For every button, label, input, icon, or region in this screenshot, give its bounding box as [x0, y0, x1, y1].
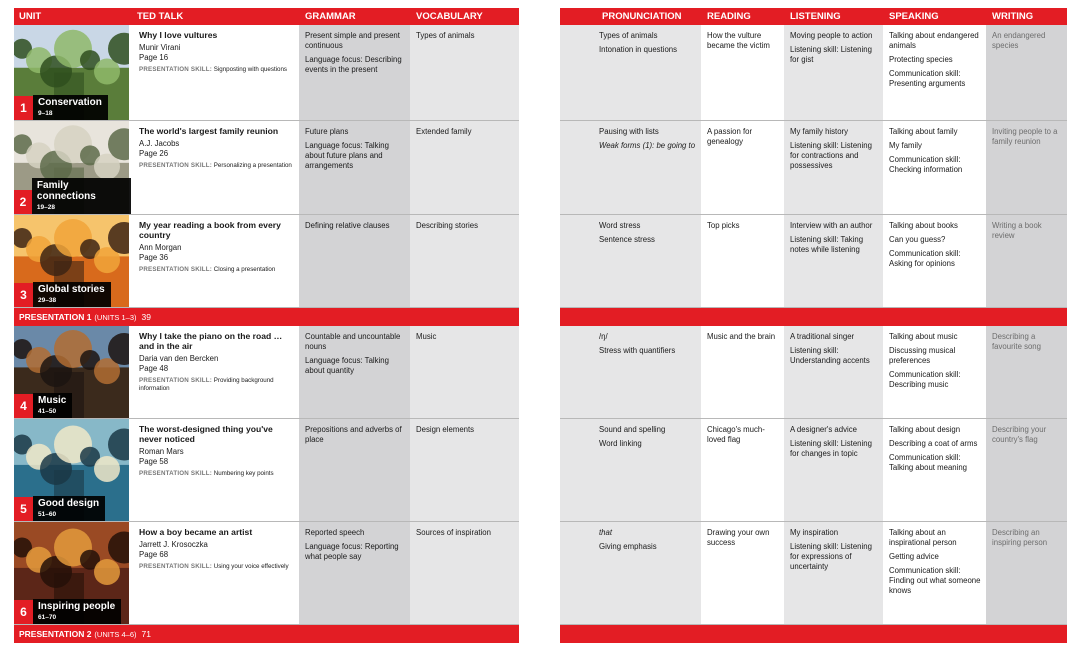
- header-grammar: GRAMMAR: [305, 11, 356, 22]
- right-page: [560, 8, 1067, 643]
- unit-title: Good design: [38, 497, 100, 509]
- listening-cell: [784, 419, 883, 521]
- grammar-item: Language focus: Talking about quantity: [305, 355, 389, 375]
- writing-cell: [986, 522, 1067, 624]
- talk-title: How a boy became an artist: [139, 527, 253, 537]
- writing-item: An endangered species: [992, 31, 1046, 50]
- talk-page: Page 36: [139, 252, 169, 262]
- speaker-name: Roman Mars: [139, 446, 184, 456]
- header-vocabulary: VOCABULARY: [416, 11, 483, 22]
- header-speaking: SPEAKING: [889, 11, 939, 22]
- skill-text: Providing background information: [139, 376, 274, 392]
- unit-photo: [14, 419, 131, 521]
- unit-label: [14, 393, 72, 419]
- pronunciation-cell: [597, 522, 701, 624]
- unit-photo: [14, 25, 131, 120]
- reading-item: A passion for genealogy: [707, 127, 753, 146]
- skill-prefix: PRESENTATION SKILL:: [139, 376, 213, 384]
- unit-row-right: [560, 522, 1067, 625]
- unit-number: 6: [14, 600, 33, 624]
- ted-talk-cell: [133, 326, 299, 418]
- unit-label: [14, 178, 131, 214]
- vocabulary-cell: [410, 522, 519, 624]
- ted-talk-cell: [133, 215, 299, 307]
- spacer-cell: [560, 326, 597, 418]
- pronunciation-item: /ŋ/: [599, 332, 608, 341]
- speaker-name: A.J. Jacobs: [139, 138, 180, 148]
- unit-number: 3: [14, 283, 33, 307]
- reading-item: Music and the brain: [707, 332, 776, 341]
- pronunciation-item: that: [599, 528, 613, 537]
- reading-item: Drawing your own success: [707, 528, 770, 547]
- talk-page: Page 16: [139, 52, 169, 62]
- pronunciation-item: Giving emphasis: [599, 541, 657, 551]
- unit-photo: [14, 326, 131, 418]
- grammar-item: Future plans: [305, 127, 349, 136]
- grammar-item: Present simple and present continuous: [305, 31, 400, 50]
- skill-text: Using your voice effectively: [213, 562, 289, 570]
- skill-prefix: PRESENTATION SKILL:: [139, 65, 213, 73]
- presentation-page: 39: [141, 312, 151, 322]
- vocabulary-cell: [410, 121, 519, 214]
- speaking-cell: [883, 522, 986, 624]
- speaking-cell: [883, 121, 986, 214]
- header-ted-talk: TED TALK: [137, 11, 184, 22]
- unit-row-left: [14, 419, 519, 522]
- grammar-item: Language focus: Describing events in the present: [305, 54, 402, 74]
- grammar-cell: [299, 121, 410, 214]
- unit-title: Conservation: [38, 96, 102, 108]
- left-page: [14, 8, 519, 643]
- skill-text: Closing a presentation: [213, 265, 276, 273]
- unit-title: Family connections: [36, 180, 96, 202]
- skill-prefix: PRESENTATION SKILL:: [139, 469, 213, 477]
- speaking-item: My family: [889, 140, 922, 150]
- unit-photo: [14, 121, 131, 214]
- spacer-cell: [560, 25, 597, 120]
- header-unit: UNIT: [19, 11, 42, 22]
- speaking-cell: [883, 326, 986, 418]
- ted-talk-cell: [133, 121, 299, 214]
- unit-title-box: [33, 496, 105, 522]
- unit-label: [14, 95, 108, 121]
- spacer-cell: [560, 215, 597, 307]
- unit-number: 4: [14, 394, 33, 418]
- writing-item: Writing a book review: [992, 221, 1042, 240]
- listening-item: Listening skill: Listening for changes in topic: [790, 438, 872, 458]
- presentation-page: 71: [141, 629, 151, 639]
- pronunciation-item: Pausing with lists: [599, 127, 659, 136]
- presentation-bar-right: [560, 308, 1067, 326]
- speaking-cell: [883, 215, 986, 307]
- listening-cell: [784, 522, 883, 624]
- reading-cell: [701, 419, 784, 521]
- talk-title: Why I love vultures: [139, 30, 218, 40]
- writing-cell: [986, 419, 1067, 521]
- speaking-item: Protecting species: [889, 54, 953, 64]
- left-table-body: [14, 25, 519, 643]
- vocabulary-item: Extended family: [416, 127, 472, 136]
- talk-title: Why I take the piano on the road … and in the air: [139, 331, 283, 351]
- skill-text: Numbering key points: [213, 469, 274, 477]
- listening-item: Moving people to action: [790, 31, 873, 40]
- unit-row-right: [560, 25, 1067, 121]
- unit-photo: [14, 522, 131, 624]
- speaking-item: Discussing musical preferences: [889, 345, 956, 365]
- unit-row-left: [14, 25, 519, 121]
- presentation-bar: [14, 625, 519, 643]
- presentation-label: PRESENTATION 1: [19, 312, 92, 322]
- ted-talk-cell: [133, 522, 299, 624]
- unit-row-left: [14, 215, 519, 308]
- listening-cell: [784, 25, 883, 120]
- pronunciation-cell: [597, 419, 701, 521]
- presentation-bar: [14, 308, 519, 326]
- speaking-cell: [883, 25, 986, 120]
- unit-title: Inspiring people: [38, 600, 116, 612]
- speaking-item: Getting advice: [889, 551, 939, 561]
- listening-item: Listening skill: Listening for contractions and possessives: [790, 140, 872, 170]
- grammar-item: Prepositions and adverbs of place: [305, 425, 402, 444]
- talk-page: Page 26: [139, 148, 169, 158]
- grammar-item: Defining relative clauses: [305, 221, 390, 230]
- unit-pages: 9–18: [38, 110, 53, 117]
- reading-cell: [701, 522, 784, 624]
- vocabulary-cell: [410, 326, 519, 418]
- unit-number: 1: [14, 96, 33, 120]
- listening-cell: [784, 215, 883, 307]
- header-reading: READING: [707, 11, 751, 22]
- unit-row-right: [560, 121, 1067, 215]
- skill-prefix: PRESENTATION SKILL:: [139, 265, 213, 273]
- talk-page: Page 48: [139, 363, 169, 373]
- presentation-skill: [139, 66, 294, 74]
- right-table-body: [560, 25, 1067, 643]
- speaker-name: Ann Morgan: [139, 242, 182, 252]
- grammar-item: Language focus: Talking about future plans and arrangements: [305, 140, 389, 170]
- vocabulary-item: Describing stories: [416, 221, 478, 230]
- reading-cell: [701, 121, 784, 214]
- speaker-name: Munir Virani: [139, 42, 181, 52]
- grammar-item: Reported speech: [305, 528, 365, 537]
- unit-row-left: [14, 121, 519, 215]
- vocabulary-item: Types of animals: [416, 31, 475, 40]
- vocabulary-item: Music: [416, 332, 437, 341]
- grammar-item: Countable and uncountable nouns: [305, 332, 401, 351]
- reading-item: How the vulture became the victim: [707, 31, 770, 50]
- reading-cell: [701, 215, 784, 307]
- speaking-item: Talking about music: [889, 332, 958, 341]
- listening-item: My family history: [790, 127, 849, 136]
- talk-title: The worst-designed thing you've never noticed: [139, 424, 273, 444]
- unit-title: Music: [38, 394, 67, 406]
- unit-row-right: [560, 419, 1067, 522]
- writing-item: Describing your country's flag: [992, 425, 1047, 444]
- reading-cell: [701, 326, 784, 418]
- grammar-cell: [299, 326, 410, 418]
- vocabulary-cell: [410, 419, 519, 521]
- unit-label: [14, 599, 121, 625]
- unit-pages: 29–38: [38, 297, 57, 304]
- pronunciation-cell: [597, 25, 701, 120]
- unit-number: 5: [14, 497, 33, 521]
- spacer-cell: [560, 419, 597, 521]
- skill-prefix: PRESENTATION SKILL:: [139, 562, 213, 570]
- spacer-cell: [560, 121, 597, 214]
- pronunciation-item: Types of animals: [599, 31, 658, 40]
- presentation-skill: [139, 162, 294, 170]
- vocabulary-item: Sources of inspiration: [416, 528, 491, 537]
- unit-pages: 51–60: [38, 511, 57, 518]
- pronunciation-item: Word stress: [599, 221, 641, 230]
- talk-page: Page 58: [139, 456, 169, 466]
- unit-title: Global stories: [38, 283, 105, 295]
- pronunciation-cell: [597, 215, 701, 307]
- spacer-cell: [560, 522, 597, 624]
- presentation-units: (UNITS 1–3): [94, 312, 137, 322]
- presentation-skill: [139, 266, 294, 274]
- grammar-cell: [299, 522, 410, 624]
- skill-prefix: PRESENTATION SKILL:: [139, 161, 213, 169]
- unit-photo: [14, 215, 131, 307]
- unit-title-box: [33, 95, 108, 121]
- speaking-item: Talking about endangered animals: [889, 31, 979, 50]
- skill-text: Signposting with questions: [213, 65, 288, 73]
- pronunciation-cell: [597, 121, 701, 214]
- vocabulary-cell: [410, 215, 519, 307]
- talk-title: My year reading a book from every country: [139, 220, 281, 240]
- unit-title-box: [33, 393, 72, 419]
- unit-number: 2: [14, 190, 32, 214]
- listening-cell: [784, 121, 883, 214]
- pronunciation-item: Sentence stress: [599, 234, 655, 244]
- writing-cell: [986, 326, 1067, 418]
- reading-item: Top picks: [707, 221, 740, 230]
- presentation-skill: [139, 563, 294, 571]
- pronunciation-item: Word linking: [599, 438, 642, 448]
- speaking-item: Communication skill: Asking for opinions: [889, 248, 961, 268]
- reading-cell: [701, 25, 784, 120]
- grammar-cell: [299, 419, 410, 521]
- grammar-item: Language focus: Reporting what people say: [305, 541, 399, 561]
- pronunciation-item: Sound and spelling: [599, 425, 666, 434]
- speaking-item: Talking about family: [889, 127, 958, 136]
- listening-item: Interview with an author: [790, 221, 873, 230]
- unit-row-right: [560, 215, 1067, 308]
- unit-title-box: [33, 599, 121, 625]
- listening-item: Listening skill: Listening for expressions of uncertainty: [790, 541, 872, 571]
- talk-title: The world's largest family reunion: [139, 126, 279, 136]
- pronunciation-item: Stress with quantifiers: [599, 345, 676, 355]
- vocabulary-cell: [410, 25, 519, 120]
- listening-item: Listening skill: Listening for gist: [790, 44, 872, 64]
- speaking-item: Communication skill: Presenting arguments: [889, 68, 966, 88]
- listening-item: Listening skill: Understanding accents: [790, 345, 870, 365]
- skill-text: Personalizing a presentation: [213, 161, 292, 169]
- talk-page: Page 68: [139, 549, 169, 559]
- grammar-cell: [299, 25, 410, 120]
- listening-item: Listening skill: Taking notes while listening: [790, 234, 864, 254]
- header-listening: LISTENING: [790, 11, 841, 22]
- writing-cell: [986, 215, 1067, 307]
- pronunciation-item: Intonation in questions: [599, 44, 678, 54]
- speaking-item: Communication skill: Finding out what someone knows: [889, 565, 981, 595]
- speaking-cell: [883, 419, 986, 521]
- writing-cell: [986, 121, 1067, 214]
- unit-title-box: [32, 178, 131, 214]
- writing-item: Describing a favourite song: [992, 332, 1041, 351]
- presentation-bar-right: [560, 625, 1067, 643]
- pronunciation-cell: [597, 326, 701, 418]
- speaking-item: Communication skill: Checking information: [889, 154, 963, 174]
- speaking-item: Talking about books: [889, 221, 958, 230]
- presentation-skill: [139, 470, 294, 478]
- unit-row-left: [14, 522, 519, 625]
- speaking-item: Talking about design: [889, 425, 961, 434]
- writing-item: Inviting people to a family reunion: [992, 127, 1058, 146]
- unit-row-right: [560, 326, 1067, 419]
- unit-row-left: [14, 326, 519, 419]
- unit-pages: 61–70: [38, 614, 57, 621]
- pronunciation-item: Weak forms (1): be going to: [599, 140, 696, 150]
- unit-label: [14, 282, 111, 308]
- unit-label: [14, 496, 105, 522]
- left-table-header: [14, 8, 519, 25]
- speaking-item: Communication skill: Describing music: [889, 369, 961, 389]
- listening-item: A traditional singer: [790, 332, 855, 341]
- unit-pages: 19–28: [36, 204, 55, 211]
- reading-item: Chicago's much-loved flag: [707, 425, 765, 444]
- listening-item: A designer's advice: [790, 425, 857, 434]
- ted-talk-cell: [133, 25, 299, 120]
- unit-title-box: [33, 282, 111, 308]
- listening-cell: [784, 326, 883, 418]
- header-writing: WRITING: [992, 11, 1034, 22]
- speaking-item: Communication skill: Talking about meaning: [889, 452, 968, 472]
- grammar-cell: [299, 215, 410, 307]
- speaker-name: Jarrett J. Krosoczka: [139, 539, 208, 549]
- speaker-name: Daria van den Bercken: [139, 353, 219, 363]
- speaking-item: Describing a coat of arms: [889, 438, 978, 448]
- presentation-label: PRESENTATION 2: [19, 629, 92, 639]
- vocabulary-item: Design elements: [416, 425, 475, 434]
- unit-pages: 41–50: [38, 408, 57, 415]
- writing-cell: [986, 25, 1067, 120]
- presentation-units: (UNITS 4–6): [94, 629, 137, 639]
- ted-talk-cell: [133, 419, 299, 521]
- presentation-skill: [139, 377, 294, 393]
- writing-item: Describing an inspiring person: [992, 528, 1048, 547]
- speaking-item: Can you guess?: [889, 234, 946, 244]
- header-pronunciation: PRONUNCIATION: [602, 11, 682, 22]
- right-table-header: [560, 8, 1067, 25]
- listening-item: My inspiration: [790, 528, 839, 537]
- speaking-item: Talking about an inspirational person: [889, 528, 957, 547]
